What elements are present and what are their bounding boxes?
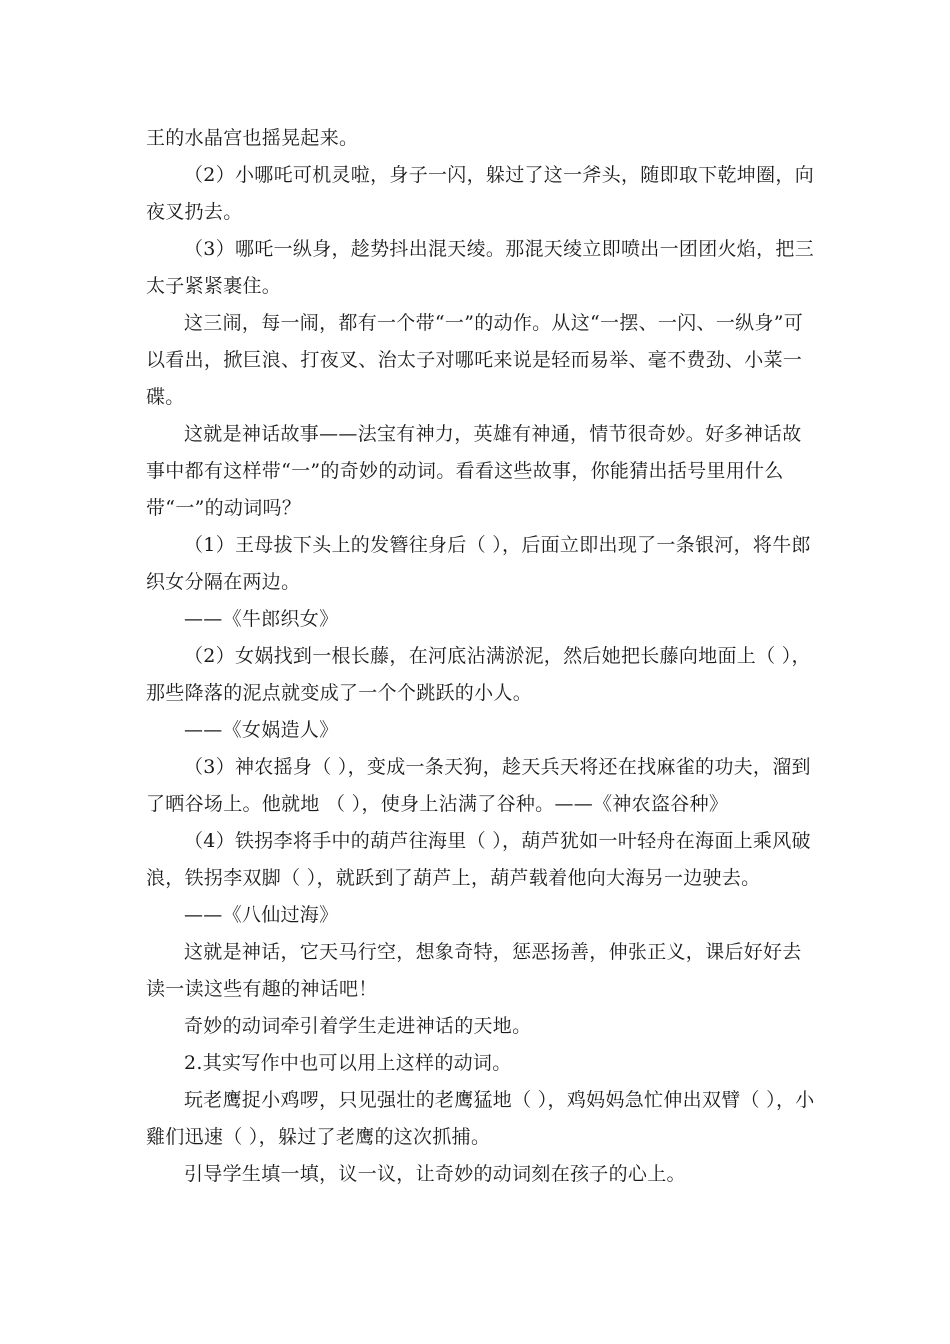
paragraph-8: （3）神农摇身（ ），变成一条天狗，趁天兵天将还在找麻雀的功夫，溜到了晒谷场上。他就地 （ ），使身上沾满了谷种。——《神农盗谷种》 <box>146 756 811 815</box>
paragraph-4: 这三闹，每一闹，都有一个带“一”的动作。从这“一摆、一闪、一纵身”可以看出，掀巨浪、打夜叉、治太子对哪吒来说是轻而易举、毫不费劲、小菜一碟。 <box>146 312 804 408</box>
paragraph-12: 2.其实写作中也可以用上这样的动词。 <box>184 1052 512 1074</box>
source-citation-2: ——《女娲造人》 <box>184 719 339 741</box>
paragraph-13: 玩老鹰捉小鸡啰，只见强壮的老鹰猛地（ ），鸡妈妈急忙伸出双臂（ ），小雞们迅速（ ），躲过了老鹰的这次抓捕。 <box>146 1089 815 1148</box>
paragraph-3: （3）哪吒一纵身，趁势抖出混天绫。那混天绫立即喷出一团团火焰，把三太子紧紧裹住。 <box>146 238 814 297</box>
paragraph-10: 这就是神话，它天马行空，想象奇特，惩恶扬善，伸张正义，课后好好去读一读这些有趣的神话吧！ <box>146 941 802 1000</box>
source-citation-3: ——《八仙过海》 <box>184 904 339 926</box>
document-body <box>146 120 816 1193</box>
paragraph-11: 奇妙的动词牵引着学生走进神话的天地。 <box>184 1015 532 1037</box>
paragraph-7: （2）女娲找到一根长藤，在河底沾满淤泥，然后她把长藤向地面上（ ），那些降落的泥点就变成了一个个跳跃的小人。 <box>146 645 811 704</box>
paragraph-5: 这就是神话故事——法宝有神力，英雄有神通，情节很奇妙。好多神话故事中都有这样带“一”的奇妙的动词。看看这些故事，你能猜出括号里用什么带“一”的动词吗？ <box>146 423 802 519</box>
paragraph-9: （4）铁拐李将手中的葫芦往海里（ ），葫芦犹如一叶轻舟在海面上乘风破浪，铁拐李双脚（ ），就跃到了葫芦上，葫芦载着他向大海另一边驶去。 <box>146 830 811 889</box>
paragraph-6: （1）王母拔下头上的发簪往身后（ ），后面立即出现了一条银河，将牛郎织女分隔在两边。 <box>146 534 811 593</box>
paragraph-2: （2）小哪吒可机灵啦，身子一闪，躲过了这一斧头，随即取下乾坤圈，向夜叉扔去。 <box>146 164 814 223</box>
paragraph-14: 引导学生填一填，议一议，让奇妙的动词刻在孩子的心上。 <box>184 1163 686 1185</box>
source-citation-1: ——《牛郎织女》 <box>184 608 339 630</box>
paragraph-1: 王的水晶宫也摇晃起来。 <box>146 127 359 149</box>
